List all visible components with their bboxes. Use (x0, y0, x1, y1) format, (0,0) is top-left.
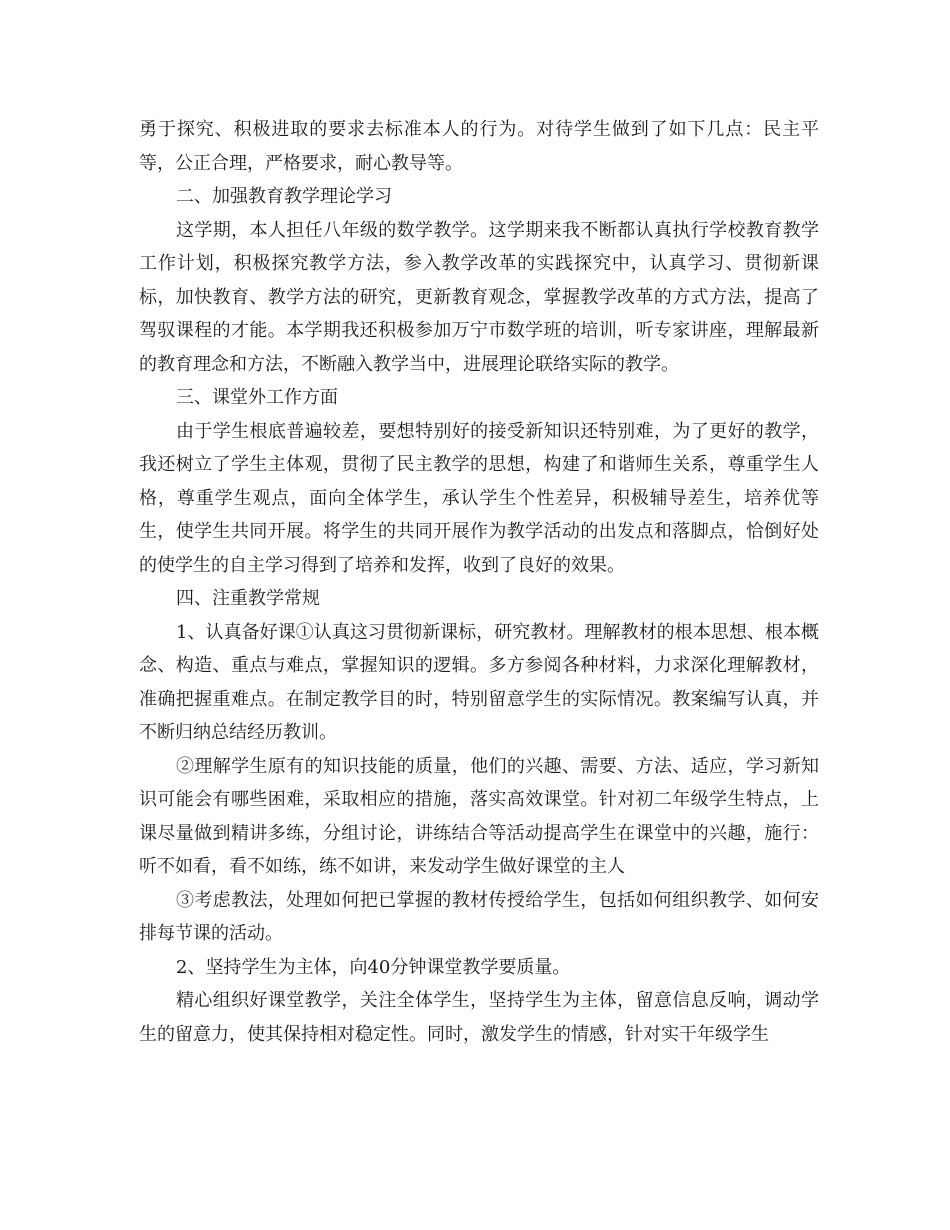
paragraph-teaching-methods: ③考虑教法，处理如何把已掌握的教材传授给学生，包括如何组织教学、如何安排每节课的活动。 (139, 889, 819, 944)
paragraph-student-centered: 2、坚持学生为主体，向40分钟课堂教学要质量。 (176, 956, 571, 978)
section-heading-4: 四、注重教学常规 (176, 588, 320, 609)
paragraph-theory-study: 这学期，本人担任八年级的数学教学。这学期来我不断都认真执行学校教育教学工作计划，积极探究教学方法，参入教学改革的实践探究中，认真学习、贯彻新课标，加快教育、教学方法的研究，更新教育观念，掌握教学改革的方式方法，提高了驾驭课程的才能。本学期我还积极参加万宁市数学班的培训，听专家讲座，理解最新的教育理念和方法，不断融入教学当中，进展理论联络实际的教学。 (139, 219, 819, 375)
paragraph-extracurricular: 由于学生根底普遍较差，要想特别好的接受新知识还特别难，为了更好的教学，我还树立了学生主体观，贯彻了民主教学的思想，构建了和谐师生关系，尊重学生人格，尊重学生观点，面向全体学生，承认学生个性差异，积极辅导差生，培养优等生，使学生共同开展。将学生的共同开展作为教学活动的出发点和落脚点，恰倒好处的使学生的自主学习得到了培养和发挥，收到了良好的效果。 (139, 420, 819, 576)
section-heading-3: 三、课堂外工作方面 (176, 387, 338, 408)
paragraph-classroom-organization: 精心组织好课堂教学，关注全体学生，坚持学生为主体，留意信息反响，调动学生的留意力，使其保持相对稳定性。同时，激发学生的情感，针对实干年级学生 (139, 990, 819, 1045)
paragraph-intro-continuation: 勇于探究、积极进取的要求去标准本人的行为。对待学生做到了如下几点：民主平等，公正合理，严格要求，耐心教导等。 (139, 119, 819, 174)
section-heading-2: 二、加强教育教学理论学习 (176, 186, 392, 207)
paragraph-understand-students: ②理解学生原有的知识技能的质量，他们的兴趣、需要、方法、适应，学习新知识可能会有哪些困难，采取相应的措施，落实高效课堂。针对初二年级学生特点，上课尽量做到精讲多练，分组讨论，讲练结合等活动提高学生在课堂中的兴趣，施行：听不如看，看不如练，练不如讲，来发动学生做好课堂的主人 (139, 755, 819, 877)
document-body (139, 113, 819, 1051)
paragraph-lesson-prep: 1、认真备好课①认真这习贯彻新课标，研究教材。理解教材的根本思想、根本概念、构造、重点与难点，掌握知识的逻辑。多方参阅各种材料，力求深化理解教材，准确把握重难点。在制定教学目的时，特别留意学生的实际情况。教案编写认真，并不断归纳总结经历教训。 (139, 621, 819, 743)
